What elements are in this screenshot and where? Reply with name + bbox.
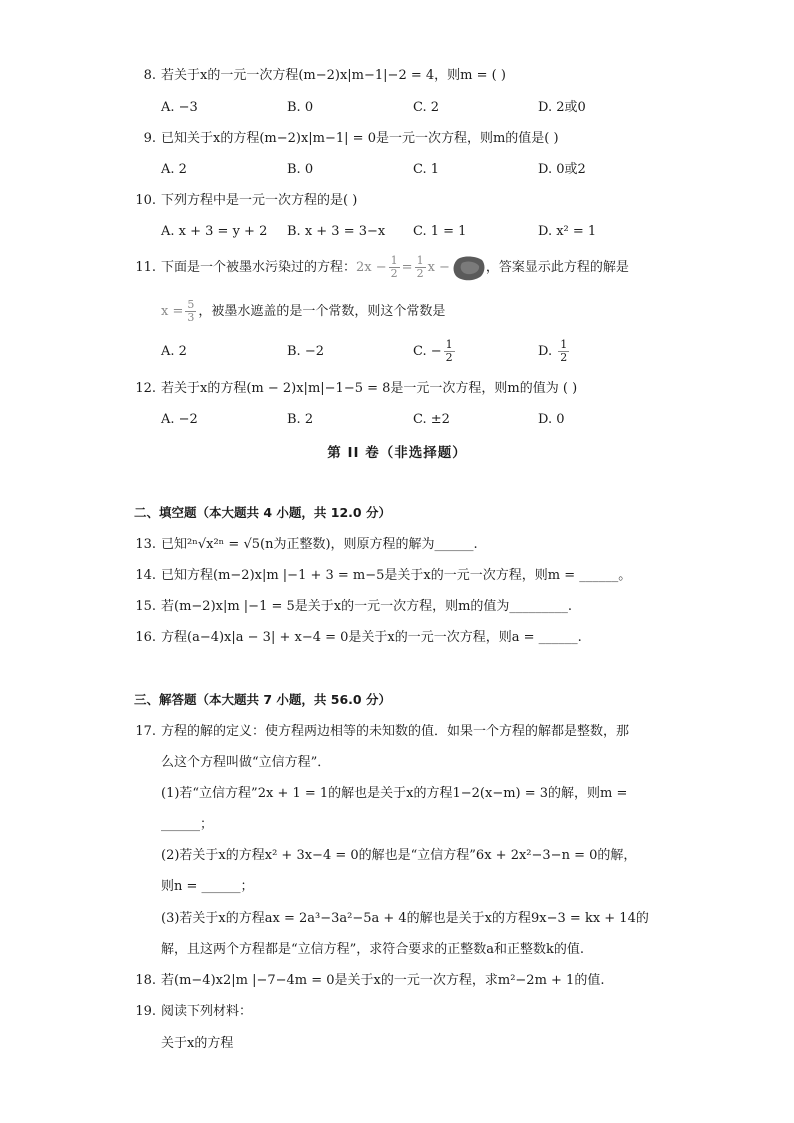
question-stem: 若关于x的一元一次方程(m−2)x|m−1|−2 = 4，则m = ( ) <box>161 68 506 83</box>
sub-question-3-cont: 解，且这两个方程都是“立信方程”，求符合要求的正整数a和正整数k的值. <box>161 942 585 957</box>
question-stem: 下列方程中是一元一次方程的是( ) <box>161 193 358 208</box>
sub-question-3: (3)若关于x的方程ax = 2a³−3a²−5a + 4的解也是关于x的方程9x−3 = kx + 14的 <box>161 911 649 926</box>
option-b: B. 2 <box>287 412 314 427</box>
question-stem: 已知²ⁿ√x²ⁿ = √5(n为正整数)，则原方程的解为______. <box>161 537 478 552</box>
question-stem: 方程的解的定义：使方程两边相等的未知数的值．如果一个方程的解都是整数，那 <box>161 724 630 739</box>
option-c: C. − $\frac{1}{2}$ <box>413 338 453 364</box>
option-d: D. x² = 1 <box>538 224 597 239</box>
section-title: 二、填空题（本大题共 4 小题，共 12.0 分） <box>134 505 391 520</box>
question-stem: 若关于x的方程(m − 2)x|m|−1−5 = 8是一元一次方程，则m的值为 ( ) <box>161 381 578 396</box>
question-number: 18. <box>135 973 156 988</box>
option-b: B. x + 3 = 3−x <box>287 224 386 239</box>
ink-blot-icon <box>452 255 486 281</box>
question-number: 15. <box>135 599 156 614</box>
question-number: 16. <box>135 630 156 645</box>
option-d: D. 0或2 <box>538 162 586 177</box>
sub-question-2: (2)若关于x的方程x² + 3x−4 = 0的解也是“立信方程”6x + 2x²−3−n = 0的解， <box>161 848 637 863</box>
sub-question-1-blank: ______； <box>161 817 214 832</box>
question-stem: 方程(a−4)x|a − 3| + x−4 = 0是关于x的一元一次方程，则a = ______. <box>161 630 582 645</box>
question-stem-cont: 么这个方程叫做“立信方程”． <box>161 755 331 770</box>
option-a: A. x + 3 = y + 2 <box>161 224 268 239</box>
question-stem: 下面是一个被墨水污染过的方程：2x − $\frac{1}{2}$ = $\frac{1}{2}$ x − ，答案显示此方程的解是 <box>161 254 629 280</box>
question-stem: 阅读下列材料： <box>161 1004 253 1019</box>
option-c: C. 1 = 1 <box>413 224 467 239</box>
option-d: D. 0 <box>538 412 565 427</box>
question-number: 12. <box>135 381 156 396</box>
section-title: 三、解答题（本大题共 7 小题，共 56.0 分） <box>134 692 391 707</box>
option-b: B. 0 <box>287 100 314 115</box>
option-c: C. 2 <box>413 100 440 115</box>
question-number: 11. <box>135 260 156 275</box>
question-number: 14. <box>135 568 156 583</box>
question-number: 8. <box>143 68 156 83</box>
option-a: A. 2 <box>161 344 187 359</box>
option-b: B. 0 <box>287 162 314 177</box>
question-number: 17. <box>135 724 156 739</box>
option-b: B. −2 <box>287 344 324 359</box>
solution-expression: x = $\frac{5}{3}$ <box>161 298 195 324</box>
option-d: D. 2或0 <box>538 100 586 115</box>
question-stem-cont: 关于x的方程 <box>161 1036 234 1051</box>
option-c: C. ±2 <box>413 412 450 427</box>
question-number: 10. <box>135 193 156 208</box>
question-number: 9. <box>143 131 156 146</box>
option-a: A. −3 <box>161 100 198 115</box>
question-stem-cont: x = $\frac{5}{3}$ ，被墨水遮盖的是一个常数，则这个常数是 <box>161 298 446 324</box>
sub-question-2-blank: 则n = ______； <box>161 879 254 894</box>
blotted-equation: 2x − $\frac{1}{2}$ = $\frac{1}{2}$ x − <box>356 260 486 275</box>
question-stem: 已知关于x的方程(m−2)x|m−1| = 0是一元一次方程，则m的值是( ) <box>161 131 559 146</box>
option-a: A. 2 <box>161 162 187 177</box>
sub-question-1: (1)若“立信方程”2x + 1 = 1的解也是关于x的方程1−2(x−m) = 3的解，则m = <box>161 786 628 801</box>
question-stem: 若(m−4)x2|m |−7−4m = 0是关于x的一元一次方程，求m²−2m + 1的值. <box>161 973 605 988</box>
option-d: D. $\frac{1}{2}$ <box>538 338 568 364</box>
question-stem: 已知方程(m−2)x|m |−1 + 3 = m−5是关于x的一元一次方程，则m = ______。 <box>161 568 632 583</box>
part-title: 第 II 卷（非选择题） <box>327 445 467 461</box>
question-number: 19. <box>135 1004 156 1019</box>
option-c: C. 1 <box>413 162 440 177</box>
question-number: 13. <box>135 537 156 552</box>
option-a: A. −2 <box>161 412 198 427</box>
question-stem: 若(m−2)x|m |−1 = 5是关于x的一元一次方程，则m的值为_________. <box>161 599 573 614</box>
